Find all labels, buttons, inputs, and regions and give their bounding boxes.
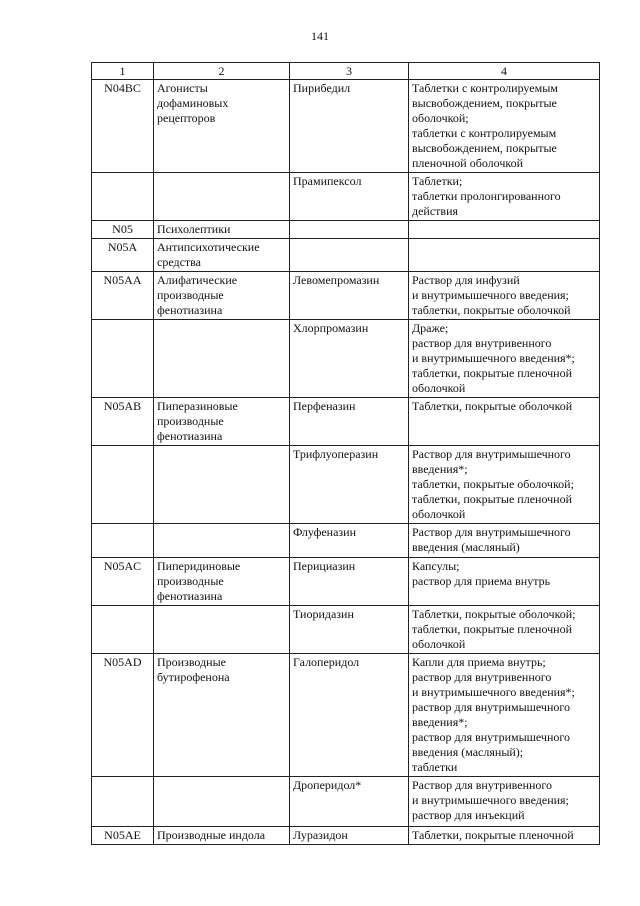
dosage-forms-cell bbox=[409, 80, 600, 173]
header-row bbox=[92, 63, 600, 80]
group-name-cell bbox=[154, 524, 290, 558]
dosage-forms-cell bbox=[409, 524, 600, 558]
atc-code-cell: N05AA bbox=[92, 272, 154, 320]
header-col-1: 1 bbox=[92, 63, 154, 80]
atc-code-cell bbox=[92, 524, 154, 558]
dosage-forms-line: таблетки, покрытые пленочной bbox=[412, 622, 573, 636]
dosage-forms-line: Таблетки, покрытые оболочкой bbox=[412, 399, 573, 413]
drug-name-cell bbox=[290, 446, 409, 524]
dosage-forms-line: раствор для внутривенного bbox=[412, 670, 552, 684]
table-row bbox=[92, 777, 600, 827]
group-name-line: Производные bbox=[157, 655, 226, 669]
group-name-cell bbox=[154, 398, 290, 446]
table-row bbox=[92, 272, 600, 320]
group-name-line: Пиперидиновые bbox=[157, 559, 241, 573]
header-col-3: 3 bbox=[290, 63, 409, 80]
table-body bbox=[92, 80, 600, 845]
drug-name-line: Пирибедил bbox=[293, 81, 351, 95]
group-name-line: Агонисты bbox=[157, 81, 208, 95]
table-row bbox=[92, 524, 600, 558]
drug-name-cell bbox=[290, 606, 409, 654]
dosage-forms-line: и внутримышечного введения*; bbox=[412, 685, 575, 699]
table-row bbox=[92, 320, 600, 398]
table-row bbox=[92, 558, 600, 606]
drug-name-line: Перфеназин bbox=[293, 399, 356, 413]
atc-code-cell: N05 bbox=[92, 221, 154, 239]
table-row bbox=[92, 606, 600, 654]
dosage-forms-line: таблетки с контролируемым bbox=[412, 126, 557, 140]
dosage-forms-line: введения (масляный); bbox=[412, 745, 524, 759]
drug-name-cell bbox=[290, 654, 409, 777]
dosage-forms-line: таблетки, покрытые оболочкой; bbox=[412, 477, 574, 491]
dosage-forms-cell bbox=[409, 606, 600, 654]
group-name-line: Антипсихотические bbox=[157, 240, 260, 254]
drug-name-cell bbox=[290, 524, 409, 558]
drug-name-line: Луразидон bbox=[293, 828, 348, 842]
group-name-cell bbox=[154, 239, 290, 272]
dosage-forms-line: раствор для внутримышечного bbox=[412, 730, 570, 744]
atc-code-cell: N05AC bbox=[92, 558, 154, 606]
group-name-cell bbox=[154, 221, 290, 239]
group-name-line: фенотиазина bbox=[157, 589, 223, 603]
table-row bbox=[92, 398, 600, 446]
table-row bbox=[92, 827, 600, 845]
atc-code-cell: N04BC bbox=[92, 80, 154, 173]
dosage-forms-cell bbox=[409, 398, 600, 446]
atc-code-cell: N05A bbox=[92, 239, 154, 272]
drug-name-line: Дроперидол* bbox=[293, 778, 362, 792]
dosage-forms-line: Таблетки с контролируемым bbox=[412, 81, 558, 95]
atc-code-cell bbox=[92, 446, 154, 524]
atc-code-cell: N05AD bbox=[92, 654, 154, 777]
table-row bbox=[92, 173, 600, 221]
atc-code-cell bbox=[92, 606, 154, 654]
group-name-line: производные bbox=[157, 574, 224, 588]
dosage-forms-line: Таблетки, покрытые пленочной bbox=[412, 828, 574, 842]
drug-name-cell bbox=[290, 777, 409, 827]
group-name-line: рецепторов bbox=[157, 111, 216, 125]
drug-name-cell bbox=[290, 558, 409, 606]
dosage-forms-line: оболочкой; bbox=[412, 111, 469, 125]
dosage-forms-line: и внутримышечного введения; bbox=[412, 288, 569, 302]
group-name-cell bbox=[154, 558, 290, 606]
dosage-forms-line: Раствор для инфузий bbox=[412, 273, 520, 287]
drug-name-line: Левомепромазин bbox=[293, 273, 380, 287]
drug-name-line: Тиоридазин bbox=[293, 607, 354, 621]
group-name-cell bbox=[154, 320, 290, 398]
dosage-forms-line: Таблетки; bbox=[412, 174, 463, 188]
dosage-forms-line: раствор для внутримышечного bbox=[412, 700, 570, 714]
dosage-forms-line: и внутримышечного введения; bbox=[412, 793, 569, 807]
drug-name-line: Галоперидол bbox=[293, 655, 360, 669]
drug-name-cell bbox=[290, 80, 409, 173]
group-name-line: Пиперазиновые bbox=[157, 399, 238, 413]
dosage-forms-line: таблетки, покрытые пленочной bbox=[412, 492, 573, 506]
group-name-cell bbox=[154, 173, 290, 221]
dosage-forms-line: Драже; bbox=[412, 321, 449, 335]
dosage-forms-line: Раствор для внутривенного bbox=[412, 778, 553, 792]
group-name-line: производные bbox=[157, 414, 224, 428]
table-row bbox=[92, 239, 600, 272]
dosage-forms-cell bbox=[409, 221, 600, 239]
dosage-forms-line: Капли для приема внутрь; bbox=[412, 655, 546, 669]
dosage-forms-line: раствор для приема внутрь bbox=[412, 574, 551, 588]
group-name-line: дофаминовых bbox=[157, 96, 229, 110]
drug-name-cell bbox=[290, 320, 409, 398]
dosage-forms-line: высвобождением, покрытые bbox=[412, 96, 557, 110]
drug-classification-table bbox=[91, 62, 600, 845]
group-name-cell bbox=[154, 777, 290, 827]
atc-code-cell bbox=[92, 320, 154, 398]
dosage-forms-line: Капсулы; bbox=[412, 559, 460, 573]
drug-name-cell bbox=[290, 398, 409, 446]
dosage-forms-cell bbox=[409, 827, 600, 845]
dosage-forms-cell bbox=[409, 777, 600, 827]
group-name-line: Алифатические bbox=[157, 273, 238, 287]
dosage-forms-line: таблетки, покрытые пленочной bbox=[412, 366, 573, 380]
atc-code-cell bbox=[92, 173, 154, 221]
dosage-forms-line: таблетки bbox=[412, 760, 458, 774]
dosage-forms-line: введения (масляный) bbox=[412, 540, 520, 554]
drug-name-line: Флуфеназин bbox=[293, 525, 357, 539]
group-name-line: фенотиазина bbox=[157, 429, 223, 443]
dosage-forms-line: Раствор для внутримышечного bbox=[412, 525, 571, 539]
drug-name-line: Хлорпромазин bbox=[293, 321, 369, 335]
group-name-line: производные bbox=[157, 288, 224, 302]
drug-name-cell bbox=[290, 221, 409, 239]
dosage-forms-line: пленочной оболочкой bbox=[412, 156, 524, 170]
group-name-line: бутирофенона bbox=[157, 670, 230, 684]
dosage-forms-line: таблетки, покрытые оболочкой bbox=[412, 303, 571, 317]
page-number: 141 bbox=[311, 29, 329, 43]
dosage-forms-cell bbox=[409, 239, 600, 272]
group-name-line: средства bbox=[157, 255, 202, 269]
dosage-forms-cell bbox=[409, 558, 600, 606]
dosage-forms-line: и внутримышечного введения*; bbox=[412, 351, 575, 365]
group-name-cell bbox=[154, 606, 290, 654]
drug-name-line: Трифлуоперазин bbox=[293, 447, 379, 461]
table-row bbox=[92, 446, 600, 524]
group-name-cell bbox=[154, 446, 290, 524]
dosage-forms-line: высвобождением, покрытые bbox=[412, 141, 557, 155]
group-name-cell bbox=[154, 827, 290, 845]
group-name-line: фенотиазина bbox=[157, 303, 223, 317]
atc-code-cell: N05AE bbox=[92, 827, 154, 845]
dosage-forms-cell bbox=[409, 320, 600, 398]
drug-name-cell bbox=[290, 272, 409, 320]
dosage-forms-line: раствор для внутривенного bbox=[412, 336, 552, 350]
atc-code-cell bbox=[92, 777, 154, 827]
group-name-cell bbox=[154, 272, 290, 320]
dosage-forms-line: оболочкой bbox=[412, 507, 466, 521]
drug-name-line: Прамипексол bbox=[293, 174, 362, 188]
group-name-line: Производные индола bbox=[157, 828, 266, 842]
dosage-forms-line: таблетки пролонгированного bbox=[412, 189, 561, 203]
dosage-forms-line: введения*; bbox=[412, 462, 468, 476]
table-row bbox=[92, 654, 600, 777]
dosage-forms-cell bbox=[409, 654, 600, 777]
dosage-forms-line: введения*; bbox=[412, 715, 468, 729]
dosage-forms-line: действия bbox=[412, 204, 459, 218]
drug-name-cell bbox=[290, 173, 409, 221]
table-row bbox=[92, 221, 600, 239]
dosage-forms-cell bbox=[409, 173, 600, 221]
dosage-forms-cell bbox=[409, 272, 600, 320]
drug-name-cell bbox=[290, 827, 409, 845]
header-col-4: 4 bbox=[409, 63, 600, 80]
dosage-forms-line: раствор для инъекций bbox=[412, 808, 525, 822]
group-name-cell bbox=[154, 654, 290, 777]
group-name-cell bbox=[154, 80, 290, 173]
dosage-forms-line: Раствор для внутримышечного bbox=[412, 447, 571, 461]
table-row bbox=[92, 80, 600, 173]
dosage-forms-line: оболочкой bbox=[412, 637, 466, 651]
atc-code-cell: N05AB bbox=[92, 398, 154, 446]
dosage-forms-cell bbox=[409, 446, 600, 524]
drug-name-cell bbox=[290, 239, 409, 272]
header-col-2: 2 bbox=[154, 63, 290, 80]
dosage-forms-line: оболочкой bbox=[412, 381, 466, 395]
group-name-line: Психолептики bbox=[157, 222, 231, 236]
dosage-forms-line: Таблетки, покрытые оболочкой; bbox=[412, 607, 576, 621]
drug-name-line: Перициазин bbox=[293, 559, 356, 573]
